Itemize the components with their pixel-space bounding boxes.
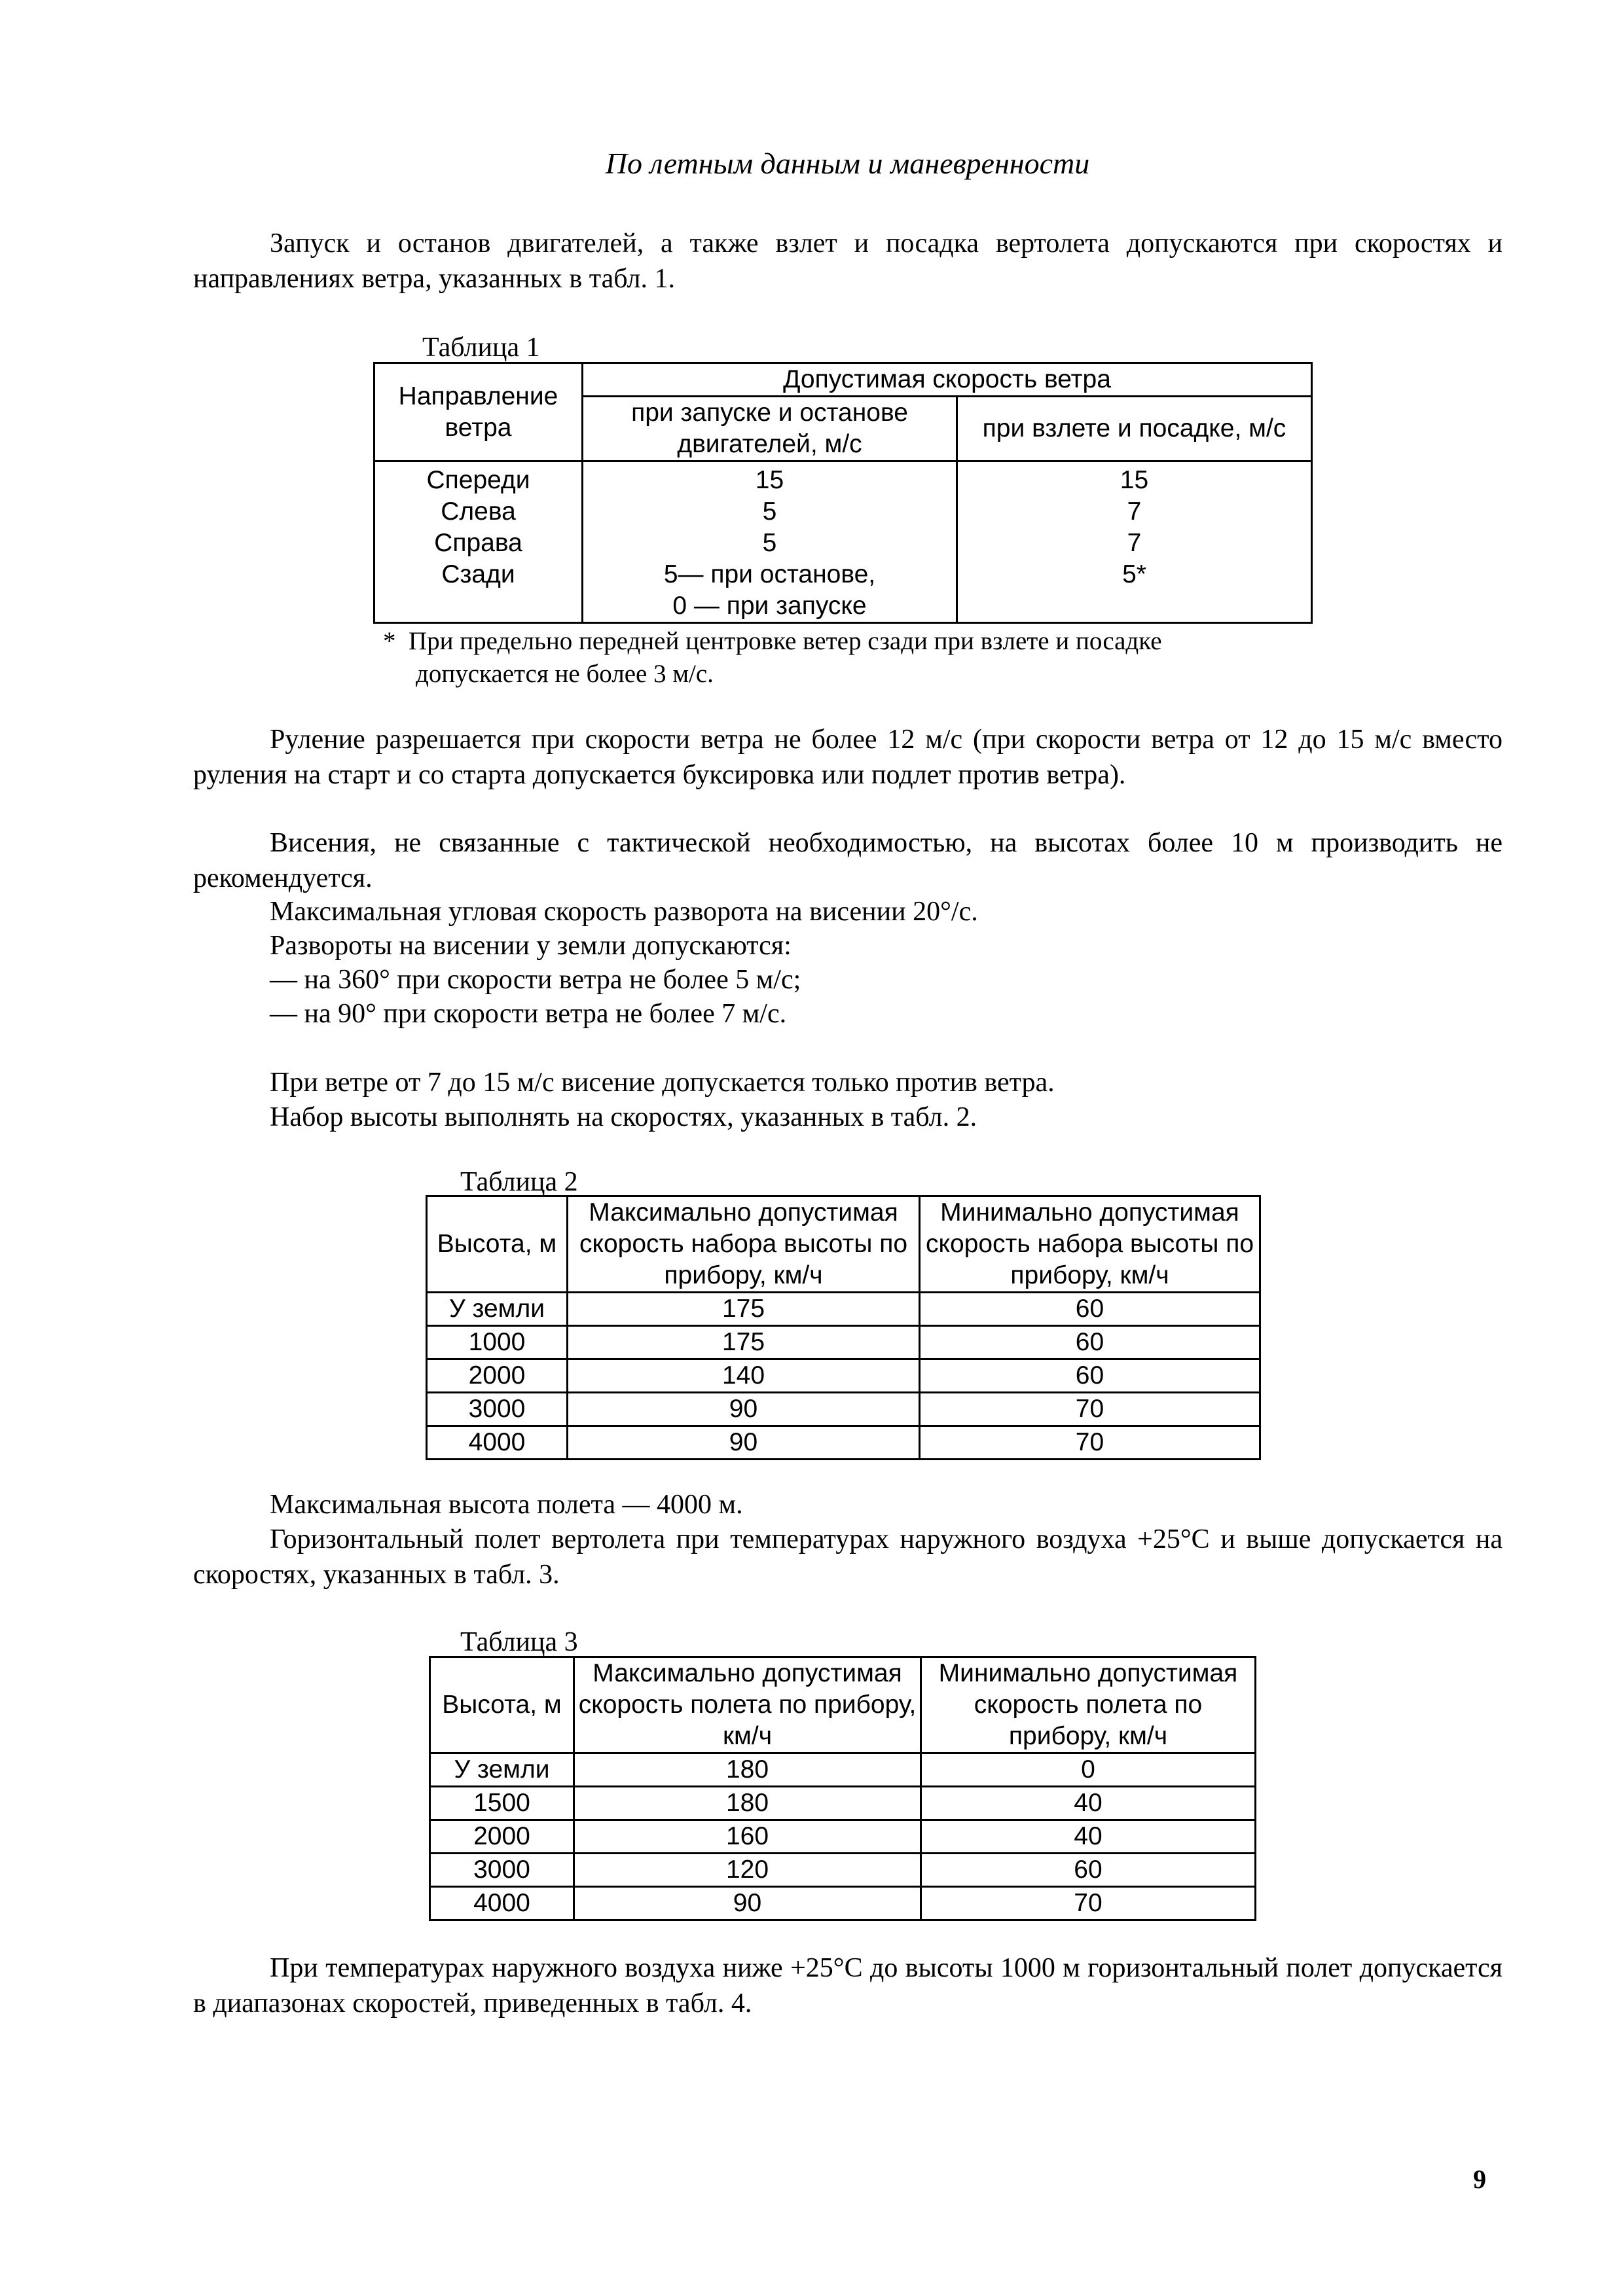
table-cell: 5*: [1122, 560, 1146, 588]
table-cell: 70: [920, 1426, 1260, 1460]
table-cell: 15: [755, 466, 784, 494]
paragraph-taxiing: Руление разрешается при скорости ветра не более 12 м/с (при скорости ветра от 12 до 15 м/с вместо руления на старт и со старта допускается буксировка или подлет против ветра).: [193, 725, 1503, 790]
table-cell: 1000: [427, 1326, 568, 1359]
table1-wind-limits: [373, 362, 1313, 624]
table1-header-takeoff: при взлете и посадке, м/с: [957, 397, 1312, 461]
table-cell: 7: [1127, 529, 1142, 557]
footnote-line2: допускается не более 3 м/с.: [416, 660, 714, 688]
table-row: [427, 1359, 1260, 1393]
table-cell: 175: [568, 1326, 920, 1359]
table-cell: 120: [574, 1854, 921, 1887]
table1-header-speed: Допустимая скорость ветра: [583, 363, 1312, 397]
table-cell: 160: [574, 1820, 921, 1854]
section-heading: По летным данным и маневренности: [605, 147, 1090, 180]
table-row: [430, 1787, 1256, 1820]
table-cell: 2000: [430, 1820, 574, 1854]
page-number: 9: [1473, 2164, 1486, 2194]
line-turn-90: — на 90° при скорости ветра не более 7 м/с.: [270, 999, 787, 1029]
table3-caption: Таблица 3: [460, 1627, 578, 1657]
table-cell: 1500: [430, 1787, 574, 1820]
footnote-mark: *: [383, 627, 396, 655]
table2-header-min: Минимально допустимая скорость набора высоты по прибору, км/ч: [920, 1196, 1260, 1293]
table-cell: 0 — при запуске: [672, 592, 867, 620]
line-hover-wind: При ветре от 7 до 15 м/с висение допускается только против ветра.: [270, 1067, 1055, 1098]
table-cell: 90: [568, 1393, 920, 1426]
table3-header-altitude: Высота, м: [430, 1657, 574, 1753]
table-cell: 7: [1127, 497, 1142, 526]
table1-footnote: [383, 625, 1319, 691]
table-row: [430, 1887, 1256, 1920]
paragraph-hovering: Висения, не связанные с тактической необходимостью, на высотах более 10 м производить не рекомендуется.: [193, 828, 1503, 893]
table-cell: 90: [568, 1426, 920, 1460]
paragraph-horizontal-flight: Горизонтальный полет вертолета при температурах наружного воздуха +25°С и выше допускается на скоростях, указанных в табл. 3.: [193, 1524, 1503, 1590]
table-cell: 140: [568, 1359, 920, 1393]
table-cell: 180: [574, 1753, 921, 1787]
table1-caption: Таблица 1: [422, 332, 540, 363]
table2-header-max: Максимально допустимая скорость набора высоты по прибору, км/ч: [568, 1196, 920, 1293]
line-turn-360: — на 360° при скорости ветра не более 5 м/с;: [270, 965, 801, 995]
table-cell: 70: [921, 1887, 1256, 1920]
table1-start-cell: [583, 461, 957, 623]
table-row: [430, 1753, 1256, 1787]
table-cell: 3000: [427, 1393, 568, 1426]
line-turns-allowed: Развороты на висении у земли допускаются:: [270, 931, 792, 961]
table1-directions-cell: [374, 461, 583, 623]
table2-caption: Таблица 2: [460, 1167, 578, 1197]
table-cell: 90: [574, 1887, 921, 1920]
paragraph-engine-start: Запуск и останов двигателей, а также взлет и посадка вертолета допускаются при скоростях и направлениях ветра, указанных в табл. 1.: [193, 228, 1503, 294]
table-cell: 4000: [430, 1887, 574, 1920]
table-cell: 5: [762, 497, 777, 526]
footnote-line1: При предельно передней центровке ветер сзади при взлете и посадке: [409, 627, 1162, 655]
table-cell: 5— при останове,: [663, 560, 876, 588]
table-cell: Справа: [434, 529, 522, 557]
table-cell: 60: [921, 1854, 1256, 1887]
table-cell: 60: [920, 1359, 1260, 1393]
table3-header-max: Максимально допустимая скорость полета по прибору, км/ч: [574, 1657, 921, 1753]
table1-header-direction: Направление ветра: [374, 363, 583, 461]
table-cell: 4000: [427, 1426, 568, 1460]
line-max-altitude: Максимальная высота полета — 4000 м.: [270, 1490, 743, 1520]
table-cell: 70: [920, 1393, 1260, 1426]
table-cell: Спереди: [426, 466, 530, 494]
table3-header-min: Минимально допустимая скорость полета по прибору, км/ч: [921, 1657, 1256, 1753]
table3-flight-speeds: [429, 1656, 1256, 1921]
table1-takeoff-cell: [957, 461, 1312, 623]
table-cell: Сзади: [441, 560, 515, 588]
table-row: [430, 1854, 1256, 1887]
table-cell: У земли: [427, 1293, 568, 1326]
table-row: [427, 1326, 1260, 1359]
table2-header-altitude: Высота, м: [427, 1196, 568, 1293]
table-cell: 15: [1120, 466, 1149, 494]
table-cell: 5: [762, 529, 777, 557]
table-cell: 40: [921, 1820, 1256, 1854]
table-cell: 60: [920, 1326, 1260, 1359]
line-climb-speeds: Набор высоты выполнять на скоростях, указанных в табл. 2.: [270, 1102, 977, 1132]
line-max-turn-rate: Максимальная угловая скорость разворота на висении 20°/с.: [270, 897, 978, 927]
table-cell: Слева: [441, 497, 516, 526]
table-cell: 180: [574, 1787, 921, 1820]
table-cell: У земли: [430, 1753, 574, 1787]
table-row: [427, 1393, 1260, 1426]
table-cell: 2000: [427, 1359, 568, 1393]
table-row: [427, 1426, 1260, 1460]
table-row: [427, 1293, 1260, 1326]
table-cell: 60: [920, 1293, 1260, 1326]
table-cell: 3000: [430, 1854, 574, 1887]
table-row: [430, 1820, 1256, 1854]
table-cell: 175: [568, 1293, 920, 1326]
table-cell: 40: [921, 1787, 1256, 1820]
table-cell: 0: [921, 1753, 1256, 1787]
table2-climb-speeds: [426, 1195, 1261, 1460]
paragraph-low-temperature: При температурах наружного воздуха ниже +25°С до высоты 1000 м горизонтальный полет допускается в диапазонах скоростей, приведенных в табл. 4.: [193, 1953, 1503, 2018]
table1-header-start: при запуске и останове двигателей, м/с: [583, 397, 957, 461]
